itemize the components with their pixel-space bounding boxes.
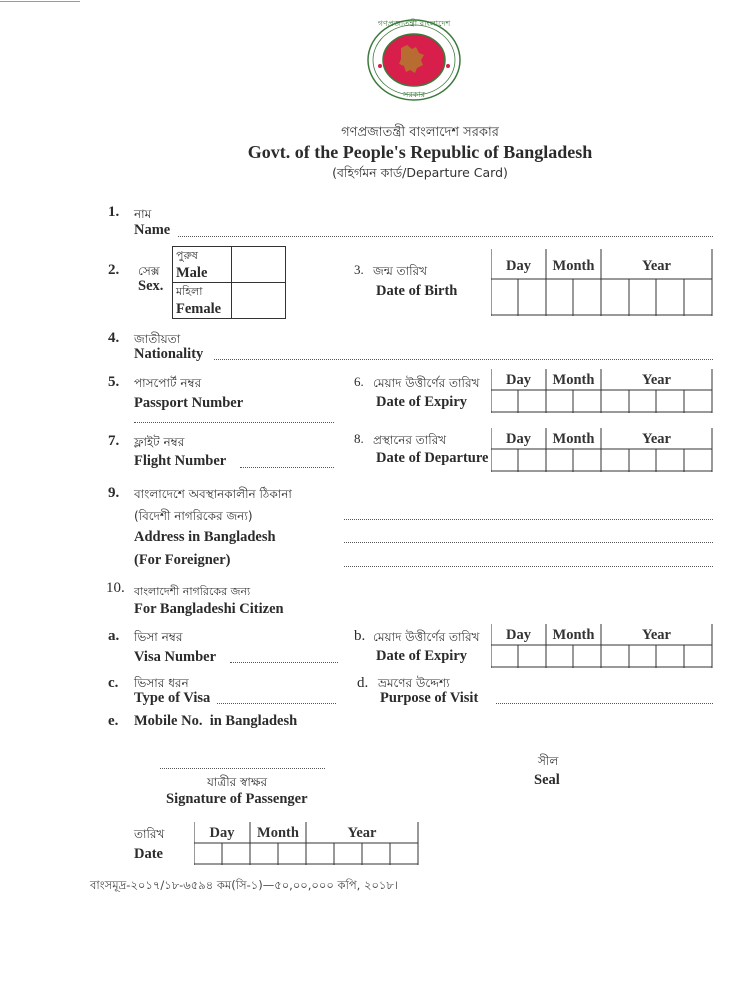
field-7-bn-label: ফ্লাইট নম্বর [134, 435, 185, 449]
government-seal-logo [365, 18, 463, 102]
header-bn-title: গণপ্রজাতন্ত্রী বাংলাদেশ সরকার [341, 125, 499, 140]
visa-expiry-day-header: Day [506, 627, 531, 643]
seal-ring-text-top: গণপ্রজাতন্ত্রী বাংলাদেশ [377, 19, 451, 28]
field-9-number: 9. [108, 485, 120, 501]
passport-input-line[interactable] [134, 422, 334, 423]
dob-day-header: Day [506, 258, 531, 274]
field-9-en-label-2: (For Foreigner) [134, 552, 231, 568]
field-5-bn-label: পাসপোর্ট নম্বর [134, 376, 202, 390]
field-b-number: b. [354, 628, 366, 644]
signing-month-header: Month [257, 825, 299, 841]
field-3-bn-label: জন্ম তারিখ [373, 264, 428, 278]
field-2-bn-label: সেক্স [138, 264, 160, 278]
field-2-number: 2. [108, 262, 120, 278]
male-checkbox[interactable] [232, 247, 286, 283]
field-a-number: a. [108, 628, 120, 644]
signature-input-line[interactable] [160, 768, 325, 769]
field-1-en-label: Name [134, 222, 171, 238]
purpose-input-line[interactable] [496, 703, 713, 704]
seal-bn-label: সীল [538, 754, 559, 768]
field-1-number: 1. [108, 204, 120, 220]
field-b-en-label: Date of Expiry [376, 648, 468, 664]
date-bn-label: তারিখ [134, 827, 165, 841]
expiry-day-header: Day [506, 372, 531, 388]
expiry-year-header: Year [642, 372, 671, 388]
field-1-bn-label: নাম [134, 207, 152, 221]
visa-expiry-year-header: Year [642, 627, 671, 643]
field-8-number: 8. [354, 431, 364, 446]
field-c-number: c. [108, 675, 119, 691]
field-e-number: e. [108, 713, 119, 729]
field-2-en-label: Sex. [138, 278, 164, 294]
male-en-label: Male [176, 265, 208, 281]
departure-date-boxes[interactable] [491, 428, 713, 472]
field-5-number: 5. [108, 374, 120, 390]
seal-ring-text-bottom: সরকার [402, 90, 425, 99]
visa-expiry-date-boxes[interactable] [491, 624, 713, 668]
flight-input-line[interactable] [240, 467, 334, 468]
departure-day-header: Day [506, 431, 531, 447]
field-5-en-label: Passport Number [134, 395, 244, 411]
address-input-line-1[interactable] [344, 519, 713, 520]
field-6-bn-label: মেয়াদ উত্তীর্ণের তারিখ [373, 376, 480, 390]
signing-day-header: Day [209, 825, 235, 841]
field-d-number: d. [357, 675, 369, 691]
departure-year-header: Year [642, 431, 671, 447]
dob-year-header: Year [642, 258, 671, 274]
field-10-bn-label: বাংলাদেশী নাগরিকের জন্য [134, 585, 251, 598]
field-3-en-label: Date of Birth [376, 283, 458, 299]
visa-type-input-line[interactable] [217, 703, 336, 704]
card-title: (বহির্গমন কার্ড/Departure Card) [332, 165, 508, 180]
female-checkbox[interactable] [232, 283, 286, 319]
expiry-month-header: Month [552, 372, 595, 388]
header-en-title: Govt. of the People's Republic of Bangladesh [247, 142, 593, 162]
field-9-en-label-1: Address in Bangladesh [134, 529, 276, 545]
visa-expiry-month-header: Month [552, 627, 595, 643]
field-4-bn-label: জাতীয়তা [134, 332, 181, 346]
field-e-en-label: Mobile No. in Bangladesh [134, 713, 298, 729]
address-input-line-3[interactable] [344, 566, 713, 567]
expiry-date-boxes[interactable] [491, 369, 713, 413]
field-9-bn-label-1: বাংলাদেশে অবস্থানকালীন ঠিকানা [134, 487, 292, 501]
field-10-number: 10. [106, 580, 125, 596]
field-b-bn-label: মেয়াদ উত্তীর্ণের তারিখ [373, 630, 480, 644]
date-en-label: Date [134, 846, 163, 862]
departure-month-header: Month [552, 431, 595, 447]
field-3-number: 3. [354, 262, 364, 277]
visa-number-input-line[interactable] [230, 662, 338, 663]
female-en-label: Female [176, 301, 222, 317]
sex-selection-table [172, 246, 286, 319]
field-10-en-label: For Bangladeshi Citizen [134, 601, 284, 617]
scan-edge-line [0, 1, 80, 2]
field-7-en-label: Flight Number [134, 453, 227, 469]
field-9-bn-label-2: (বিদেশী নাগরিকের জন্য) [134, 509, 253, 523]
signing-year-header: Year [347, 825, 377, 841]
field-a-en-label: Visa Number [134, 649, 217, 665]
address-input-line-2[interactable] [344, 542, 713, 543]
field-d-en-label: Purpose of Visit [380, 690, 479, 706]
field-6-en-label: Date of Expiry [376, 394, 468, 410]
field-a-bn-label: ভিসা নম্বর [134, 630, 183, 644]
print-note: বাংসমূদ্র-২০১৭/১৮-৬৫৯৪ কম(সি-১)—৫০,০০,০০০ কপি, ২০১৮। [90, 878, 398, 892]
field-8-en-label: Date of Departure [376, 450, 489, 466]
field-7-number: 7. [108, 433, 120, 449]
dob-month-header: Month [552, 258, 595, 274]
field-d-bn-label: ভ্রমণের উদ্দেশ্য [378, 676, 450, 690]
male-bn-label: পুরুষ [176, 249, 198, 262]
signing-date-boxes[interactable] [194, 822, 419, 865]
nationality-input-line[interactable] [214, 359, 713, 360]
field-4-en-label: Nationality [134, 346, 204, 362]
dob-date-boxes[interactable] [491, 249, 713, 316]
field-c-bn-label: ভিসার ধরন [134, 676, 189, 690]
name-input-line[interactable] [178, 236, 713, 237]
signature-en-label: Signature of Passenger [166, 791, 308, 807]
seal-en-label: Seal [534, 772, 560, 788]
field-c-en-label: Type of Visa [134, 690, 211, 706]
female-bn-label: মহিলা [176, 285, 203, 298]
field-6-number: 6. [354, 374, 364, 389]
signature-bn-label: যাত্রীর স্বাক্ষর [207, 775, 268, 789]
field-4-number: 4. [108, 330, 120, 346]
field-8-bn-label: প্রস্থানের তারিখ [373, 433, 447, 447]
